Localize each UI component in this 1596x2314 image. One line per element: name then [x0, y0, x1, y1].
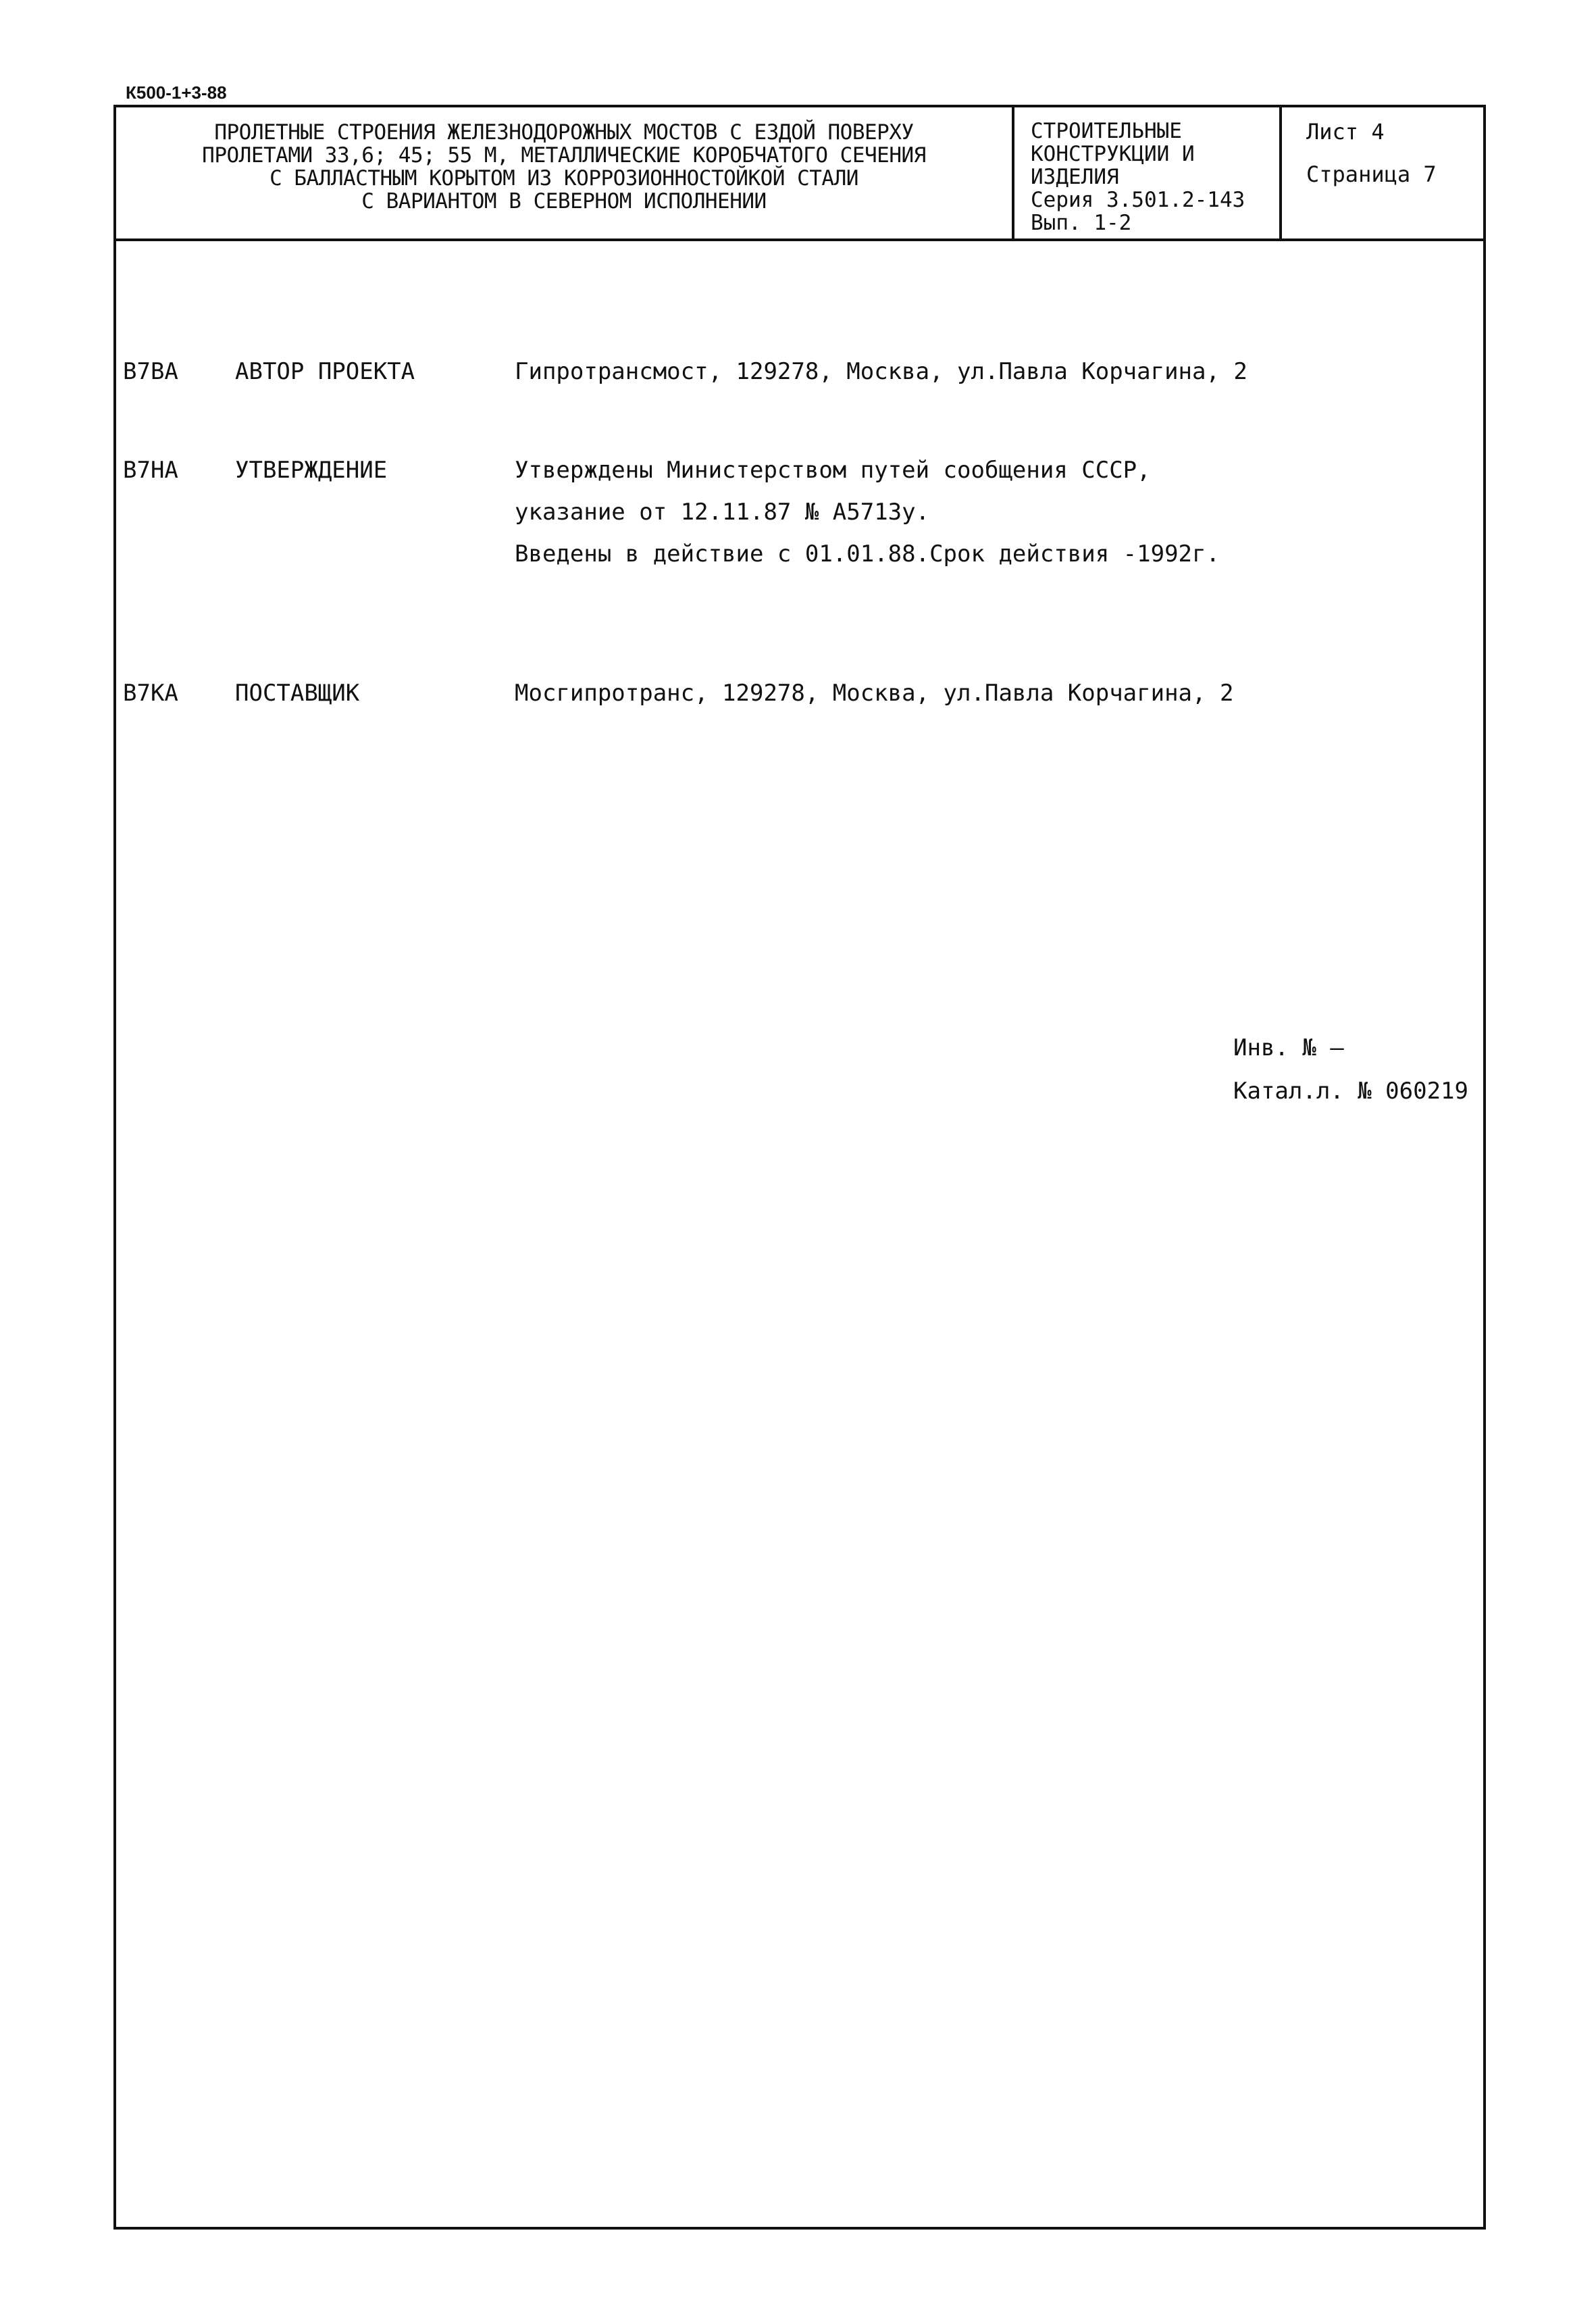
page-number: Страница 7	[1306, 161, 1437, 187]
series-line: Серия 3.501.2-143	[1031, 188, 1245, 212]
sheet-number: Лист 4	[1306, 119, 1385, 145]
entry-line: Гипротрансмост, 129278, Москва, ул.Павла Корчагина, 2	[515, 358, 1247, 385]
entry-value	[515, 351, 1247, 393]
entry-value	[515, 449, 1220, 575]
category-line: СТРОИТЕЛЬНЫЕ	[1031, 119, 1182, 143]
entry-label: АВТОР ПРОЕКТА	[235, 358, 415, 385]
issue-line: Вып. 1-2	[1031, 211, 1132, 235]
entry-line: Введены в действие с 01.01.88.Срок действия -1992г.	[515, 540, 1220, 568]
page-frame	[113, 105, 1486, 2230]
entry-code: В7ВА	[123, 358, 178, 385]
inventory-number: Инв. № —	[1233, 1034, 1344, 1061]
title-line: ПРОЛЕТНЫЕ СТРОЕНИЯ ЖЕЛЕЗНОДОРОЖНЫХ МОСТОВ С ЕЗДОЙ ПОВЕРХУ	[214, 120, 914, 145]
catalog-sheet-number: Катал.л. № 060219	[1233, 1078, 1468, 1105]
category-line: ИЗДЕЛИЯ	[1031, 165, 1119, 189]
title-line: С ВАРИАНТОМ В СЕВЕРНОМ ИСПОЛНЕНИИ	[361, 189, 767, 213]
entry-line: указание от 12.11.87 № А5713у.	[515, 499, 930, 526]
entry-code: В7НА	[123, 457, 178, 484]
title-line: ПРОЛЕТАМИ 33,6; 45; 55 М, МЕТАЛЛИЧЕСКИЕ КОРОБЧАТОГО СЕЧЕНИЯ	[202, 143, 926, 168]
document-code: К500-1+3-88	[126, 82, 227, 103]
category-block	[1014, 107, 1282, 238]
title-block	[116, 107, 1483, 241]
inventory-block	[1233, 1026, 1468, 1113]
entry-value	[515, 672, 1233, 714]
entry-code: В7КА	[123, 680, 178, 707]
document-title	[116, 107, 1014, 238]
sheet-block	[1282, 107, 1486, 238]
title-line: С БАЛЛАСТНЫМ КОРЫТОМ ИЗ КОРРОЗИОННОСТОЙКОЙ СТАЛИ	[269, 166, 858, 191]
entry-label: ПОСТАВЩИК	[235, 680, 360, 707]
category-line: КОНСТРУКЦИИ И	[1031, 142, 1195, 166]
entry-line: Утверждены Министерством путей сообщения СССР,	[515, 457, 1151, 484]
entry-line: Мосгипротранс, 129278, Москва, ул.Павла Корчагина, 2	[515, 680, 1234, 707]
entry-label: УТВЕРЖДЕНИЕ	[235, 457, 388, 484]
